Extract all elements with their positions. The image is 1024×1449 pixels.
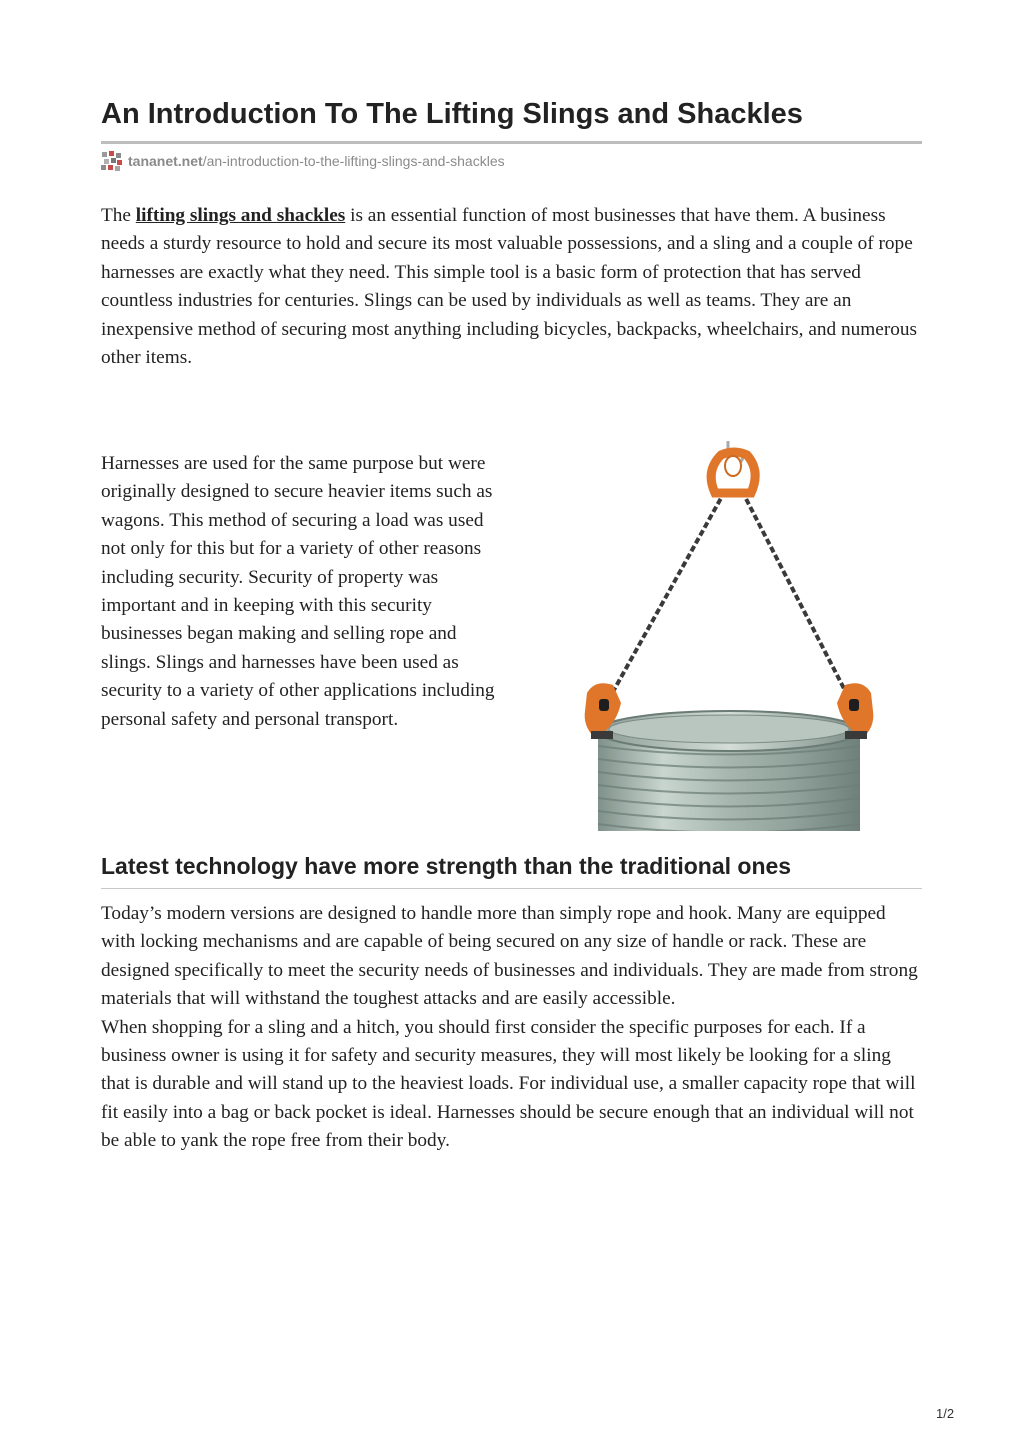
article-title: An Introduction To The Lifting Slings and Shackles — [101, 98, 803, 130]
intro-text-rest: is an essential function of most businesses that have them. A business needs a sturdy resource to hold and secure its most valuable possessions, and a sling and a couple of rope harnesses are exactly what they need. This simple tool is a basic form of protection that has served countless industries for centuries. Slings can be used by individuals as well as teams. They are an inexpensive method of securing most anything including bicycles, backpacks, wheelchairs, and numerous other items. — [101, 205, 918, 369]
intro-paragraph — [101, 202, 922, 372]
site-logo-icon — [101, 151, 123, 171]
title-divider — [101, 141, 922, 144]
lifting-slings-link[interactable]: lifting slings and shackles — [135, 205, 346, 226]
lifting-clamp-drum-image — [535, 441, 923, 831]
section-heading: Latest technology have more strength than the traditional ones — [101, 853, 792, 879]
page-number: 1/2 — [936, 1406, 955, 1421]
section-divider — [101, 888, 922, 889]
harness-paragraph: Harnesses are used for the same purpose but were originally designed to secure heavier items such as wagons. This method of securing a load was used not only for this but for a variety of other reasons including security. Security of property was important and in keeping with this security businesses began making and selling rope and slings. Slings and harnesses have been used as security to a variety of other applications including personal safety and personal transport. — [101, 453, 495, 730]
source-domain[interactable]: tananet.net — [128, 153, 203, 169]
intro-text-start: The — [101, 205, 136, 226]
modern-paragraph-2: When shopping for a sling and a hitch, you should first consider the specific purposes for each. If a business owner is using it for safety and security measures, they will most likely be looking for a sling that is durable and will stand up to the heaviest loads. For individual use, a smaller capacity rope that will fit easily into a bag or back pocket is ideal. Harnesses should be secure enough that an individual will not be able to yank the rope free from their body. — [101, 1016, 916, 1152]
modern-paragraph-1: Today’s modern versions are designed to handle more than simply rope and hook. Many are equipped with locking mechanisms and are capable of being secured on any size of handle or rack. These are designed specifically to meet the security needs of businesses and individuals. They are made from strong materials that will withstand the toughest attacks and are easily accessible. — [101, 903, 918, 1010]
source-line[interactable] — [101, 150, 505, 172]
modern-section-body — [101, 900, 922, 1156]
source-path[interactable]: /an-introduction-to-the-lifting-slings-and-shackles — [202, 153, 505, 169]
